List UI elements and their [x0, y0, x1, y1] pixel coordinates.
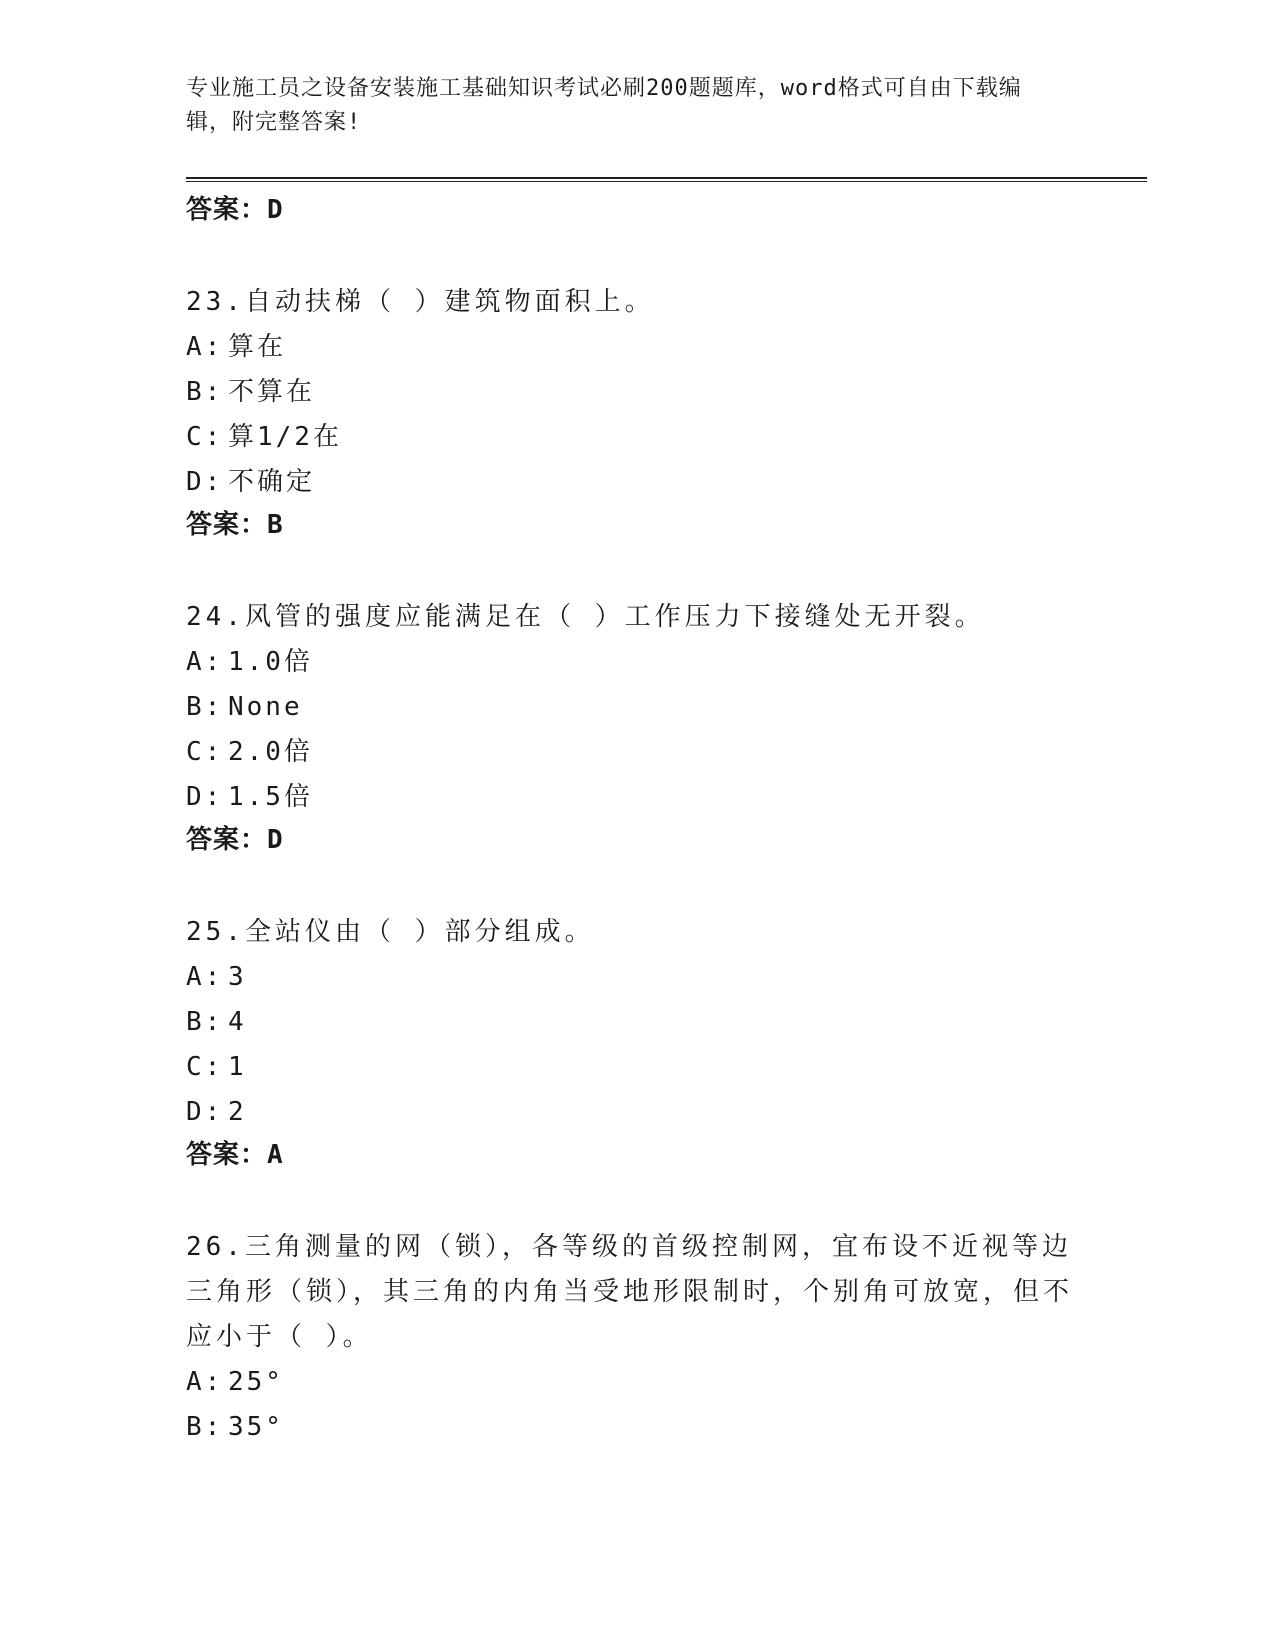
- question-item: [186, 280, 1086, 551]
- option-text: 算在: [228, 332, 287, 362]
- question-list: [186, 190, 1086, 1450]
- question-stem: 23.自动扶梯（ ）建筑物面积上。: [186, 287, 655, 317]
- option-text: 25°: [228, 1367, 284, 1397]
- question-stem: 26.三角测量的网（锁），各等级的首级控制网，宜布设不近视等边三角形（锁），其三角的内角当受地形限制时，个别角可放宽，但不应小于（ ）。: [186, 1232, 1074, 1352]
- option-letter: A:: [186, 962, 224, 992]
- option-text: 3: [228, 962, 247, 992]
- option-text: 4: [228, 1007, 247, 1037]
- option-letter: A:: [186, 1367, 224, 1397]
- question-stem: 24.风管的强度应能满足在（ ）工作压力下接缝处无开裂。: [186, 602, 985, 632]
- option-letter: D:: [186, 467, 224, 497]
- option-letter: D:: [186, 782, 224, 812]
- option-b: [186, 370, 1086, 415]
- option-c: [186, 1045, 1086, 1090]
- option-text: 35°: [228, 1412, 284, 1442]
- option-a: [186, 325, 1086, 370]
- option-letter: B:: [186, 692, 224, 722]
- option-letter: B:: [186, 377, 224, 407]
- option-b: [186, 685, 1086, 730]
- option-text: 1: [228, 1052, 247, 1082]
- answer-line: 答案：B: [186, 510, 284, 540]
- option-letter: C:: [186, 422, 224, 452]
- option-a: [186, 640, 1086, 685]
- option-a: [186, 955, 1086, 1000]
- option-c: [186, 730, 1086, 775]
- option-letter: D:: [186, 1097, 224, 1127]
- option-text: None: [228, 692, 303, 722]
- option-letter: A:: [186, 332, 224, 362]
- option-text: 不算在: [228, 377, 316, 407]
- document-header: 专业施工员之设备安装施工基础知识考试必刷200题题库，word格式可自由下载编辑，附完整答案!: [186, 76, 1022, 135]
- option-text: 不确定: [228, 467, 316, 497]
- option-b: [186, 1000, 1086, 1045]
- question-item: [186, 595, 1086, 866]
- option-text: 1.0倍: [228, 647, 313, 677]
- question-stem: 25.全站仪由（ ）部分组成。: [186, 917, 595, 947]
- option-text: 1.5倍: [228, 782, 313, 812]
- option-letter: B:: [186, 1412, 224, 1442]
- option-letter: B:: [186, 1007, 224, 1037]
- question-item: [186, 1225, 1086, 1450]
- option-text: 2: [228, 1097, 247, 1127]
- option-text: 算1/2在: [228, 422, 342, 452]
- option-a: [186, 1360, 1086, 1405]
- header-divider: [186, 177, 1147, 182]
- question-item: [186, 910, 1086, 1181]
- option-letter: C:: [186, 1052, 224, 1082]
- option-c: [186, 415, 1086, 460]
- answer-line: 答案：D: [186, 195, 284, 225]
- option-d: [186, 775, 1086, 820]
- option-b: [186, 1405, 1086, 1450]
- option-d: [186, 460, 1086, 505]
- option-letter: C:: [186, 737, 224, 767]
- option-letter: A:: [186, 647, 224, 677]
- answer-line: 答案：D: [186, 825, 284, 855]
- option-d: [186, 1090, 1086, 1135]
- answer-line: 答案：A: [186, 1140, 284, 1170]
- option-text: 2.0倍: [228, 737, 313, 767]
